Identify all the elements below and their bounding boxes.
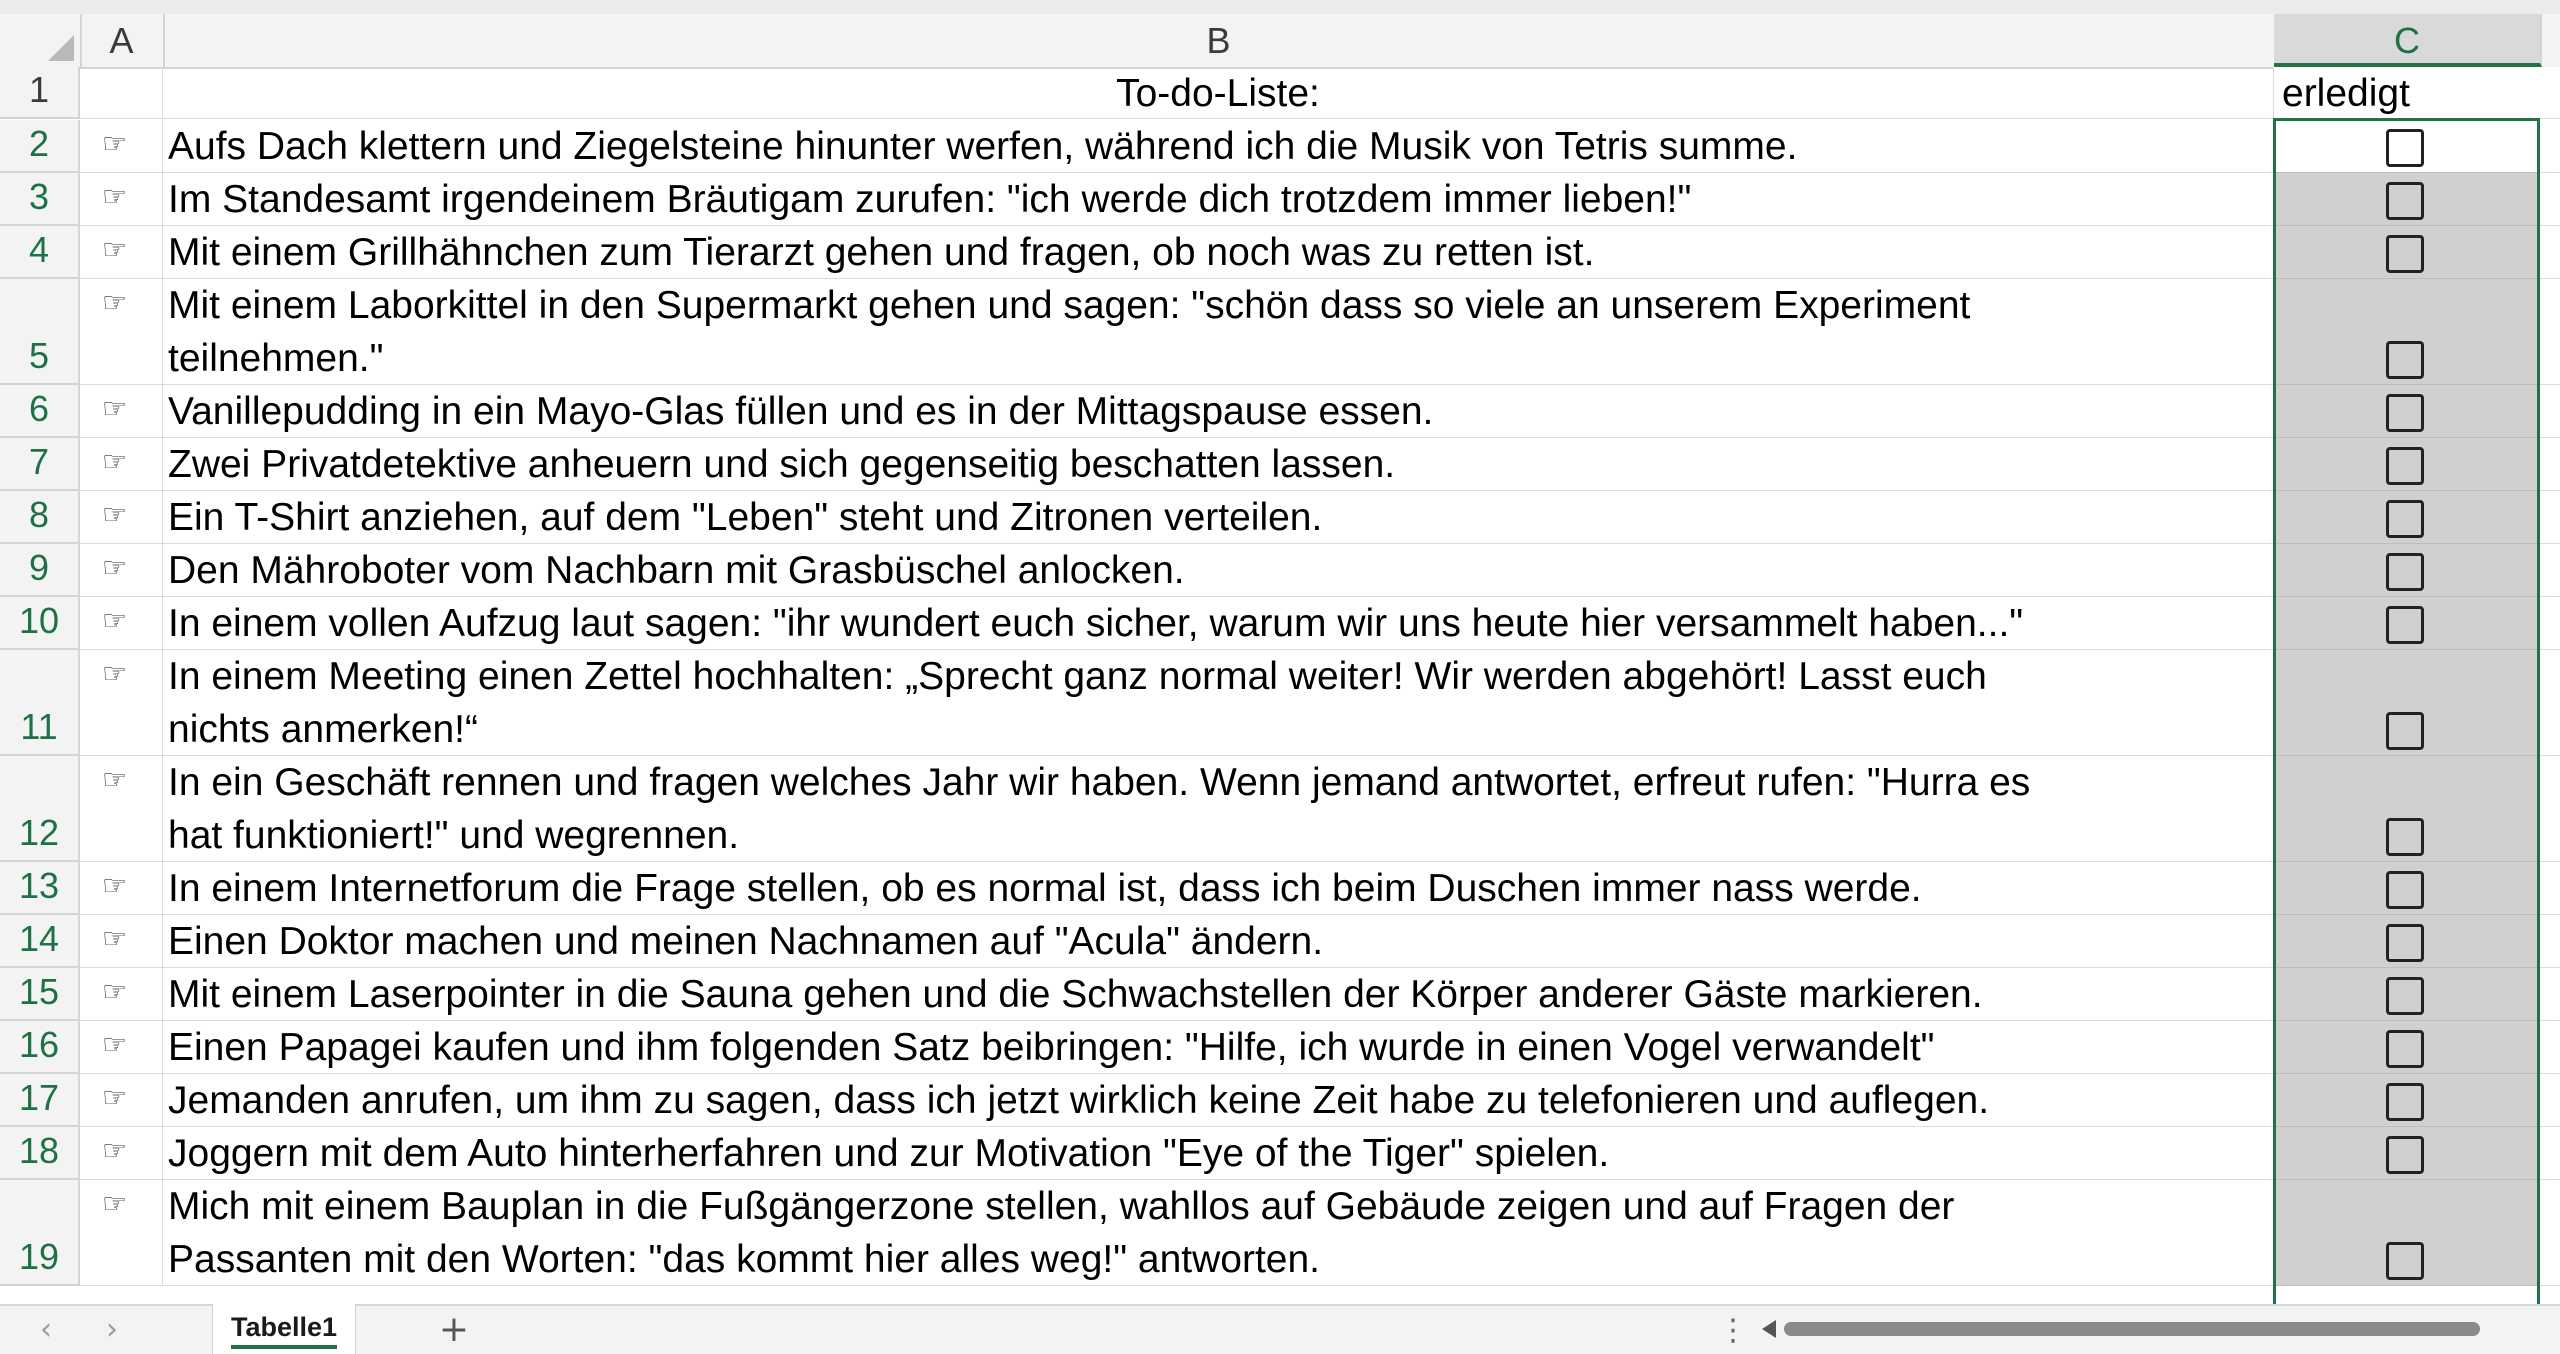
scrollbar-thumb[interactable] — [1784, 1322, 2480, 1336]
scroll-left-arrow-icon[interactable] — [1762, 1320, 1776, 1338]
done-cell[interactable] — [2274, 650, 2540, 756]
row-number[interactable]: 8 — [0, 491, 80, 544]
todo-text-cell[interactable] — [163, 1127, 2274, 1180]
list-title: To-do-Liste: — [163, 67, 2274, 119]
column-header-b[interactable]: B — [163, 14, 2276, 67]
pointing-hand-icon: ☞ — [102, 763, 128, 796]
todo-text-cell[interactable] — [163, 1180, 2274, 1286]
todo-text: In einem vollen Aufzug laut sagen: "ihr wundert euch sicher, warum wir uns heute hier versammelt haben..." — [168, 602, 2024, 645]
pointing-hand-icon: ☞ — [102, 657, 128, 690]
todo-text: In einem Internetforum die Frage stellen, ob es normal ist, dass ich beim Duschen immer nass werde. — [168, 867, 1922, 910]
done-cell[interactable] — [2274, 597, 2540, 650]
todo-text-cell[interactable] — [163, 650, 2274, 756]
empty-checkbox-icon[interactable] — [2386, 129, 2424, 167]
row-number[interactable]: 3 — [0, 173, 80, 226]
row-number[interactable]: 18 — [0, 1127, 80, 1180]
todo-text: Mit einem Laborkittel in den Supermarkt gehen und sagen: "schön dass so viele an unserem Experiment — [168, 284, 1971, 327]
done-column-header: erledigt — [2274, 67, 2540, 119]
cell-d[interactable] — [2540, 915, 2560, 968]
empty-checkbox-icon[interactable] — [2386, 394, 2424, 432]
empty-checkbox-icon[interactable] — [2386, 235, 2424, 273]
table-row — [0, 544, 2560, 597]
empty-checkbox-icon[interactable] — [2386, 1136, 2424, 1174]
column-header-a[interactable]: A — [80, 14, 165, 67]
todo-text-cell[interactable] — [163, 120, 2274, 173]
cell-d[interactable] — [2540, 226, 2560, 279]
cell-a[interactable] — [80, 491, 163, 544]
cell-d[interactable] — [2540, 544, 2560, 597]
todo-text-cell[interactable] — [163, 597, 2274, 650]
todo-text: Vanillepudding in ein Mayo-Glas füllen und es in der Mittagspause essen. — [168, 390, 1434, 433]
done-cell[interactable] — [2274, 385, 2540, 438]
pointing-hand-icon: ☞ — [102, 1134, 128, 1167]
row-number[interactable]: 2 — [0, 120, 80, 173]
todo-text: Einen Papagei kaufen und ihm folgenden Satz beibringen: "Hilfe, ich wurde in einen Vogel verwandelt" — [168, 1026, 1935, 1069]
row-number[interactable]: 13 — [0, 862, 80, 915]
row-number[interactable]: 5 — [0, 279, 80, 385]
horizontal-scrollbar[interactable] — [1762, 1314, 2558, 1346]
cell-d[interactable] — [2540, 1074, 2560, 1127]
cell-d[interactable] — [2540, 438, 2560, 491]
empty-checkbox-icon[interactable] — [2386, 182, 2424, 220]
todo-text: In einem Meeting einen Zettel hochhalten: „Sprecht ganz normal weiter! Wir werden abgehört! Lasst euch — [168, 655, 1987, 698]
todo-text-cell[interactable] — [163, 226, 2274, 279]
add-sheet-button[interactable]: + — [438, 1309, 470, 1350]
empty-checkbox-icon[interactable] — [2386, 1083, 2424, 1121]
todo-text-cell[interactable] — [163, 862, 2274, 915]
table-row — [0, 438, 2560, 491]
todo-text: Aufs Dach klettern und Ziegelsteine hinunter werfen, während ich die Musik von Tetris summe. — [168, 125, 1798, 168]
todo-text: Joggern mit dem Auto hinterherfahren und zur Motivation "Eye of the Tiger" spielen. — [168, 1132, 1610, 1175]
row-number[interactable]: 14 — [0, 915, 80, 968]
todo-text-cell[interactable] — [163, 915, 2274, 968]
row-number[interactable]: 17 — [0, 1074, 80, 1127]
done-cell[interactable] — [2274, 491, 2540, 544]
table-row — [0, 862, 2560, 915]
todo-text: Mich mit einem Bauplan in die Fußgängerzone stellen, wahllos auf Gebäude zeigen und auf Fragen der — [168, 1185, 1955, 1228]
row-number[interactable]: 10 — [0, 597, 80, 650]
row-number[interactable]: 4 — [0, 226, 80, 279]
done-cell[interactable] — [2274, 915, 2540, 968]
table-row — [0, 1127, 2560, 1180]
pointing-hand-icon: ☞ — [102, 922, 128, 955]
done-cell[interactable] — [2274, 968, 2540, 1021]
cell-a[interactable] — [80, 1127, 163, 1180]
cell-a[interactable] — [80, 650, 163, 756]
done-cell[interactable] — [2274, 120, 2540, 173]
cell-d[interactable] — [2540, 67, 2560, 119]
empty-checkbox-icon[interactable] — [2386, 712, 2424, 750]
cell-a[interactable] — [80, 385, 163, 438]
cell-a[interactable] — [80, 173, 163, 226]
todo-text-continued: Passanten mit den Worten: "das kommt hier alles weg!" antworten. — [168, 1238, 1321, 1281]
cell-d[interactable] — [2540, 120, 2560, 173]
todo-text-continued: nichts anmerken!“ — [168, 708, 478, 751]
column-header-c[interactable]: C — [2274, 14, 2542, 67]
cell-d[interactable] — [2540, 968, 2560, 1021]
empty-checkbox-icon[interactable] — [2386, 871, 2424, 909]
pointing-hand-icon: ☞ — [102, 551, 128, 584]
table-row — [0, 1021, 2560, 1074]
todo-text: Jemanden anrufen, um ihm zu sagen, dass ich jetzt wirklich keine Zeit habe zu telefonieren und auflegen. — [168, 1079, 1990, 1122]
todo-text-cell[interactable] — [163, 968, 2274, 1021]
todo-text-cell[interactable] — [163, 1021, 2274, 1074]
todo-text: In ein Geschäft rennen und fragen welches Jahr wir haben. Wenn jemand antwortet, erfreut rufen: "Hurra es — [168, 761, 2031, 804]
cell-a[interactable] — [80, 67, 163, 119]
done-cell[interactable] — [2274, 862, 2540, 915]
row-number[interactable]: 6 — [0, 385, 80, 438]
cell-a[interactable] — [80, 544, 163, 597]
pointing-hand-icon: ☞ — [102, 233, 128, 266]
prev-sheet-button[interactable]: ‹ — [40, 1312, 52, 1347]
row-number[interactable]: 12 — [0, 756, 80, 862]
todo-text-cell[interactable] — [163, 438, 2274, 491]
cell-a[interactable] — [80, 279, 163, 385]
cell-a[interactable] — [80, 1180, 163, 1286]
sheet-tab-label: Tabelle1 — [231, 1312, 337, 1349]
done-cell[interactable] — [2274, 1021, 2540, 1074]
cell-a[interactable] — [80, 597, 163, 650]
empty-checkbox-icon[interactable] — [2386, 818, 2424, 856]
table-row — [0, 491, 2560, 544]
todo-text-cell[interactable] — [163, 385, 2274, 438]
table-row — [0, 1074, 2560, 1127]
cell-a[interactable] — [80, 438, 163, 491]
table-header-row — [0, 67, 2560, 119]
todo-text: Ein T-Shirt anziehen, auf dem "Leben" steht und Zitronen verteilen. — [168, 496, 1323, 539]
table-row — [0, 120, 2560, 173]
row-number[interactable]: 19 — [0, 1180, 80, 1286]
cell-d[interactable] — [2540, 597, 2560, 650]
row-number[interactable]: 7 — [0, 438, 80, 491]
done-cell[interactable] — [2274, 226, 2540, 279]
todo-text-cell[interactable] — [163, 173, 2274, 226]
table-row — [0, 915, 2560, 968]
sheet-tab-bar — [0, 1304, 2560, 1354]
cell-d[interactable] — [2540, 756, 2560, 862]
empty-checkbox-icon[interactable] — [2386, 1242, 2424, 1280]
pointing-hand-icon: ☞ — [102, 869, 128, 902]
pointing-hand-icon: ☞ — [102, 498, 128, 531]
table-row — [0, 226, 2560, 279]
todo-text: Mit einem Laserpointer in die Sauna gehen und die Schwachstellen der Körper anderer Gäste markieren. — [168, 973, 1983, 1016]
done-cell[interactable] — [2274, 1180, 2540, 1286]
table-row — [0, 597, 2560, 650]
pointing-hand-icon: ☞ — [102, 1081, 128, 1114]
pointing-hand-icon: ☞ — [102, 604, 128, 637]
pointing-hand-icon: ☞ — [102, 286, 128, 319]
cell-d[interactable] — [2540, 385, 2560, 438]
todo-text: Zwei Privatdetektive anheuern und sich gegenseitig beschatten lassen. — [168, 443, 1396, 486]
done-cell[interactable] — [2274, 756, 2540, 862]
cell-d[interactable] — [2540, 173, 2560, 226]
select-all-button[interactable] — [0, 14, 82, 67]
empty-checkbox-icon[interactable] — [2386, 553, 2424, 591]
row-number[interactable]: 15 — [0, 968, 80, 1021]
table-row — [0, 279, 2560, 385]
table-row — [0, 1180, 2560, 1286]
todo-text: Einen Doktor machen und meinen Nachnamen auf "Acula" ändern. — [168, 920, 1324, 963]
pointing-hand-icon: ☞ — [102, 445, 128, 478]
todo-text-cell[interactable] — [163, 544, 2274, 597]
todo-text: Im Standesamt irgendeinem Bräutigam zurufen: "ich werde dich trotzdem immer lieben!" — [168, 178, 1692, 221]
todo-text: Den Mähroboter vom Nachbarn mit Grasbüschel anlocken. — [168, 549, 1185, 592]
table-row — [0, 756, 2560, 862]
cell-a[interactable] — [80, 862, 163, 915]
pointing-hand-icon: ☞ — [102, 1187, 128, 1220]
pointing-hand-icon: ☞ — [102, 1028, 128, 1061]
cell-d[interactable] — [2540, 862, 2560, 915]
cell-a[interactable] — [80, 226, 163, 279]
cell-a[interactable] — [80, 756, 163, 862]
todo-text-cell[interactable] — [163, 756, 2274, 862]
pointing-hand-icon: ☞ — [102, 392, 128, 425]
row-number[interactable]: 16 — [0, 1021, 80, 1074]
todo-text-continued: hat funktioniert!" und wegrennen. — [168, 814, 740, 857]
next-sheet-button[interactable]: › — [106, 1312, 118, 1347]
tab-splitter-handle[interactable]: ⋮ — [1718, 1313, 1748, 1348]
cell-d[interactable] — [2540, 650, 2560, 756]
done-cell[interactable] — [2274, 1074, 2540, 1127]
cell-d[interactable] — [2540, 1180, 2560, 1286]
empty-checkbox-icon[interactable] — [2386, 606, 2424, 644]
done-cell[interactable] — [2274, 438, 2540, 491]
done-cell[interactable] — [2274, 279, 2540, 385]
todo-text-cell[interactable] — [163, 1074, 2274, 1127]
empty-checkbox-icon[interactable] — [2386, 924, 2424, 962]
row-number[interactable]: 1 — [0, 67, 80, 119]
todo-text-cell[interactable] — [163, 491, 2274, 544]
todo-text-cell[interactable] — [163, 279, 2274, 385]
table-row — [0, 650, 2560, 756]
ribbon-edge — [0, 0, 2560, 14]
cell-d[interactable] — [2540, 1127, 2560, 1180]
table-row — [0, 173, 2560, 226]
todo-text: Mit einem Grillhähnchen zum Tierarzt gehen und fragen, ob noch was zu retten ist. — [168, 231, 1595, 274]
todo-text-continued: teilnehmen." — [168, 337, 384, 380]
cell-d[interactable] — [2540, 491, 2560, 544]
done-cell[interactable] — [2274, 544, 2540, 597]
column-header-row — [0, 14, 2560, 69]
pointing-hand-icon: ☞ — [102, 975, 128, 1008]
done-cell[interactable] — [2274, 1127, 2540, 1180]
done-cell[interactable] — [2274, 173, 2540, 226]
pointing-hand-icon: ☞ — [102, 127, 128, 160]
cell-a[interactable] — [80, 1074, 163, 1127]
table-row — [0, 385, 2560, 438]
empty-checkbox-icon[interactable] — [2386, 341, 2424, 379]
sheet-tab-tabelle1[interactable] — [212, 1304, 356, 1354]
cell-a[interactable] — [80, 915, 163, 968]
row-number[interactable]: 9 — [0, 544, 80, 597]
pointing-hand-icon: ☞ — [102, 180, 128, 213]
select-all-triangle-icon — [48, 35, 74, 61]
row-number[interactable]: 11 — [0, 650, 80, 756]
cell-a[interactable] — [80, 1021, 163, 1074]
cell-d[interactable] — [2540, 279, 2560, 385]
cell-a[interactable] — [80, 968, 163, 1021]
table-row — [0, 968, 2560, 1021]
cell-a[interactable] — [80, 120, 163, 173]
empty-checkbox-icon[interactable] — [2386, 977, 2424, 1015]
empty-checkbox-icon[interactable] — [2386, 447, 2424, 485]
empty-checkbox-icon[interactable] — [2386, 500, 2424, 538]
empty-checkbox-icon[interactable] — [2386, 1030, 2424, 1068]
cell-d[interactable] — [2540, 1021, 2560, 1074]
